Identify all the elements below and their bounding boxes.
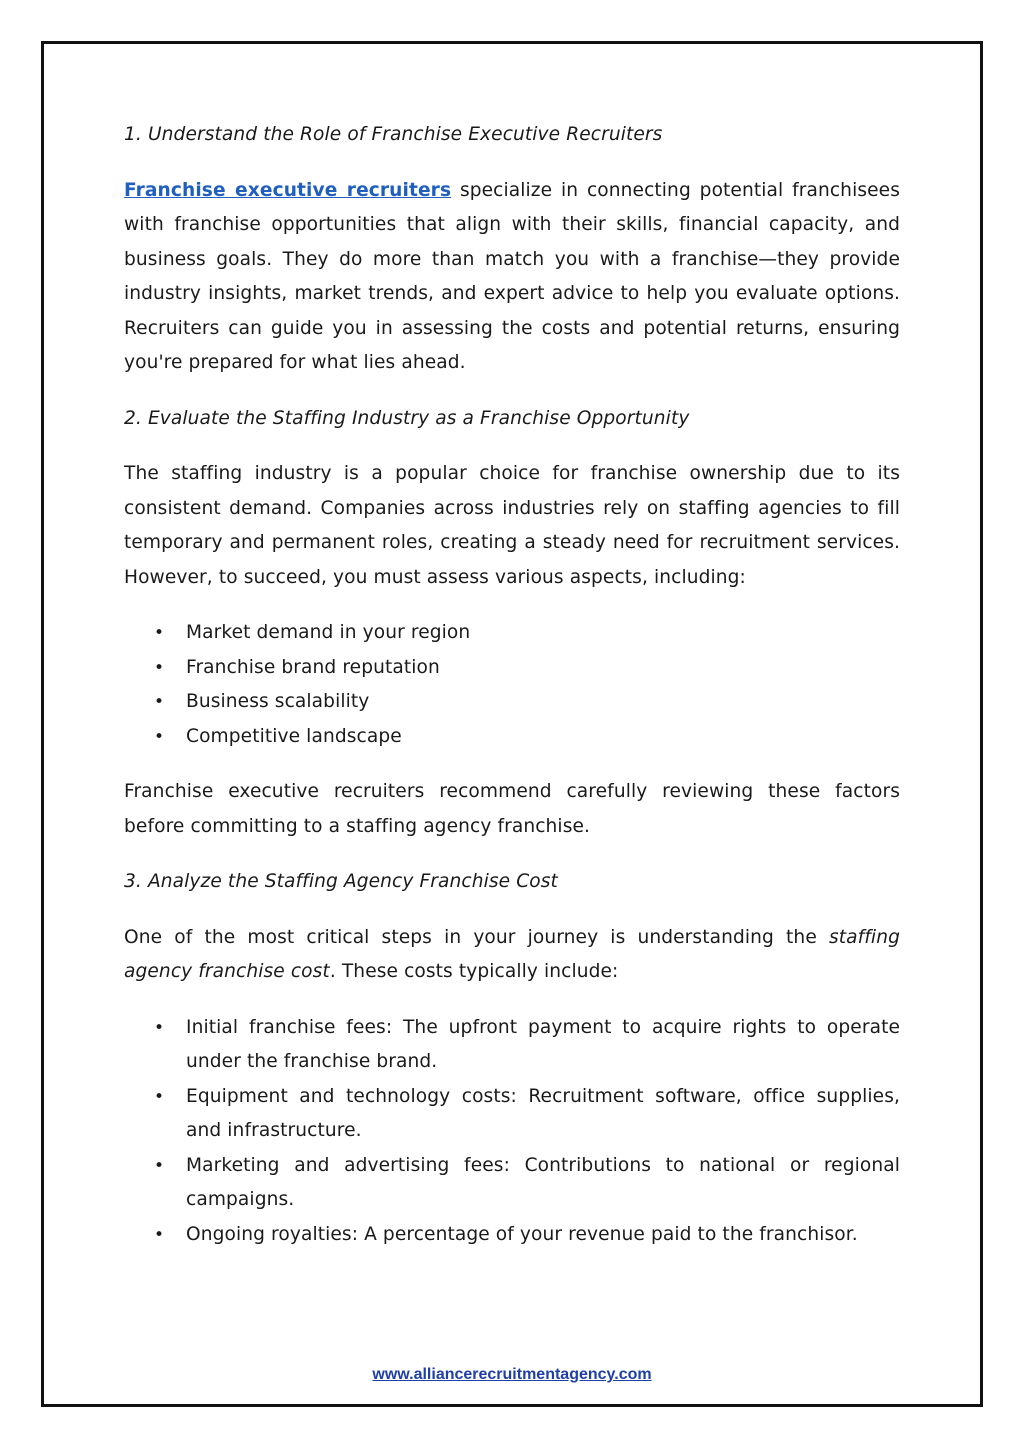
list-item: • Equipment and technology costs: Recruitment software, office supplies, and infrastructure. (124, 1080, 900, 1149)
document-body (124, 118, 900, 1252)
list-item: • Franchise brand reputation (124, 651, 900, 686)
section-3-intro-start: One of the most critical steps in your journey is understanding the (124, 926, 829, 948)
section-2-paragraph: The staffing industry is a popular choice for franchise ownership due to its consistent demand. Companies across industries rely on staffing agencies to fill temporary and permanent roles, creating a steady need for recruitment services. However, to succeed, you must assess various aspects, including: (124, 463, 900, 588)
franchise-recruiters-link[interactable]: Franchise executive recruiters (124, 179, 452, 201)
section-2-heading: 2. Evaluate the Staffing Industry as a Franchise Opportunity (124, 407, 690, 429)
section-3-heading: 3. Analyze the Staffing Agency Franchise Cost (124, 871, 558, 892)
section-3-intro-emphasis: staffing agency franchise cost (124, 926, 900, 982)
section-1-paragraph-text: specialize in connecting potential franchisees with franchise opportunities that align with their skills, financial capacity, and business goals. They do more than match you with a franchise—they provide industry insights, market trends, and expert advice to help you evaluate options. Recruiters can guide you in assessing the costs and potential returns, ensuring you're prepared for what lies ahead. (124, 179, 900, 373)
list-item: • Initial franchise fees: The upfront payment to acquire rights to operate under the franchise brand. (124, 1011, 900, 1080)
section-1-heading: 1. Understand the Role of Franchise Executive Recruiters (124, 124, 663, 145)
section-1-paragraph (124, 174, 900, 381)
list-item: • Competitive landscape (124, 720, 900, 755)
list-item: • Business scalability (124, 685, 900, 720)
website-link[interactable]: www.alliancerecruitmentagency.com (372, 1366, 652, 1383)
list-item: • Marketing and advertising fees: Contributions to national or regional campaigns. (124, 1149, 900, 1218)
section-3-bullet-list (124, 1011, 900, 1253)
list-item: • Ongoing royalties: A percentage of your revenue paid to the franchisor. (124, 1218, 900, 1253)
section-3-intro (124, 921, 900, 990)
section-3-intro-end: . These costs typically include: (329, 961, 619, 982)
list-item: • Market demand in your region (124, 616, 900, 651)
footer (0, 1366, 1024, 1384)
section-2-bullet-list (124, 616, 900, 754)
section-2-closing: Franchise executive recruiters recommend carefully reviewing these factors before committing to a staffing agency franchise. (124, 781, 900, 837)
